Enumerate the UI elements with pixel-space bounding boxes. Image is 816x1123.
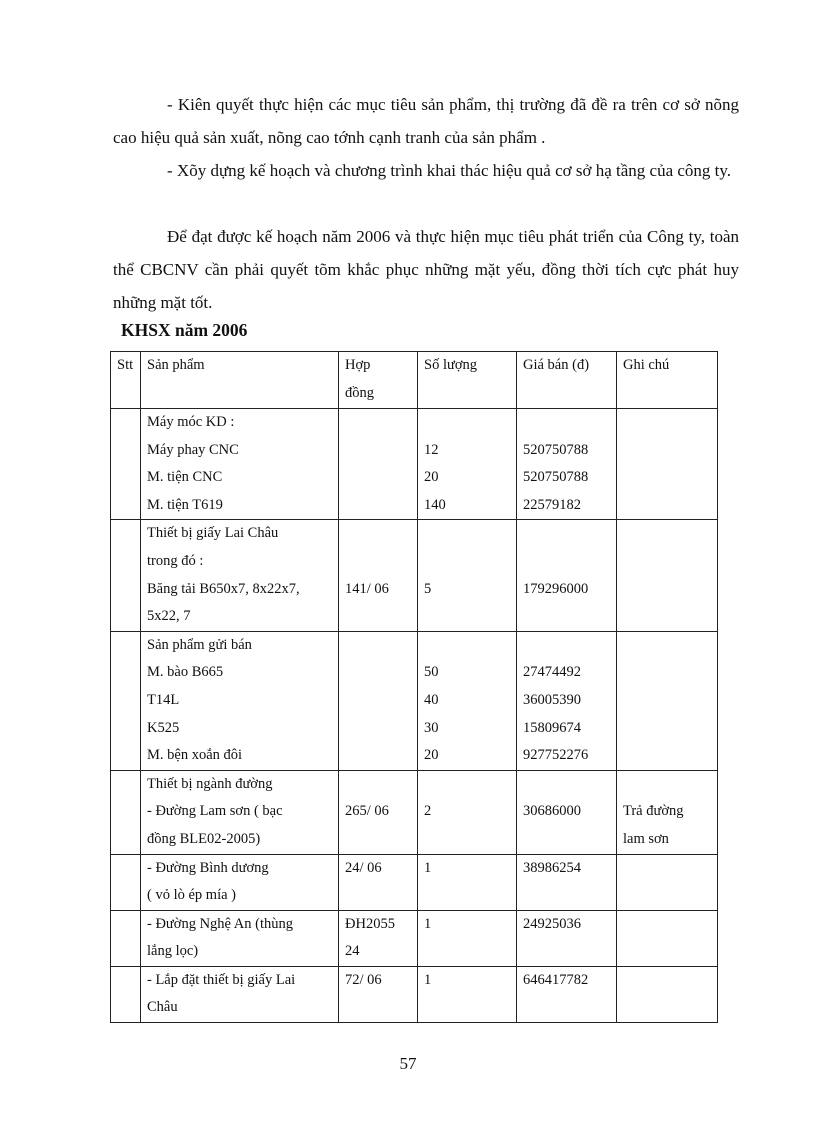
cell-product-line: - Đường Lam sơn ( bạc — [147, 803, 283, 820]
header-contract-line: Hợp — [345, 357, 371, 373]
cell-note-line — [623, 855, 711, 883]
cell-contract-line — [345, 464, 411, 492]
cell-note-line — [623, 882, 711, 910]
cell-price-line: 646417782 — [523, 971, 589, 988]
cell-quantity-line: 2 — [424, 803, 432, 820]
cell-contract-line — [345, 715, 411, 743]
cell-quantity-line: 1 — [424, 859, 432, 876]
cell-stt — [111, 854, 141, 910]
cell-quantity — [418, 770, 517, 854]
cell-contract-line — [345, 994, 411, 1022]
cell-product-line: Máy phay CNC — [147, 441, 239, 458]
cell-contract-line — [345, 632, 411, 660]
cell-product — [141, 966, 339, 1022]
cell-note — [617, 966, 718, 1022]
cell-stt — [111, 770, 141, 854]
cell-stt — [111, 520, 141, 631]
cell-product-line: M. tiện T619 — [147, 496, 223, 513]
cell-product — [141, 854, 339, 910]
cell-product — [141, 409, 339, 520]
cell-product-line: - Đường Nghệ An (thùng — [147, 915, 294, 932]
cell-price-line — [523, 603, 610, 631]
header-contract-line: đồng — [345, 384, 374, 401]
cell-quantity-line: 1 — [424, 915, 432, 932]
cell-quantity-line — [424, 548, 510, 576]
cell-price-line: 24925036 — [523, 915, 581, 932]
cell-quantity-line — [424, 632, 510, 660]
cell-price-line: 927752276 — [523, 747, 589, 764]
cell-product-line: 5x22, 7 — [147, 608, 191, 625]
cell-product-line: K525 — [147, 719, 180, 736]
page-number: 57 — [399, 1054, 417, 1073]
cell-product-line: đồng BLE02-2005) — [147, 830, 261, 847]
cell-contract-line — [345, 437, 411, 465]
cell-contract — [339, 520, 418, 631]
cell-contract — [339, 966, 418, 1022]
cell-quantity-line: 12 — [424, 441, 439, 458]
table-row — [111, 910, 718, 966]
cell-note-line — [623, 548, 711, 576]
table-row — [111, 520, 718, 631]
cell-contract-line: ĐH2055 — [345, 915, 395, 932]
cell-quantity-line: 1 — [424, 971, 432, 988]
cell-price-line: 520750788 — [523, 469, 589, 486]
cell-note — [617, 770, 718, 854]
paragraph-1: - Kiên quyết thực hiện các mục tiêu sản phẩm, thị trường đã đề ra trên cơ sở nõng cao hiệu quả sản xuất, nõng cao tớnh cạnh tranh của sản phẩm . — [113, 95, 739, 147]
cell-quantity-line — [424, 409, 510, 437]
header-stt: Stt — [111, 352, 141, 409]
cell-note — [617, 520, 718, 631]
cell-contract-line — [345, 742, 411, 770]
cell-note-line — [623, 687, 711, 715]
cell-contract-line — [345, 882, 411, 910]
cell-price-line — [523, 632, 610, 660]
cell-note-line — [623, 911, 711, 939]
cell-contract-line — [345, 409, 411, 437]
cell-price-line — [523, 548, 610, 576]
cell-stt — [111, 631, 141, 770]
cell-stt — [111, 910, 141, 966]
cell-contract — [339, 770, 418, 854]
cell-note — [617, 910, 718, 966]
cell-product — [141, 910, 339, 966]
table-row — [111, 409, 718, 520]
cell-product-line: M. bào B665 — [147, 664, 224, 681]
cell-contract-line — [345, 492, 411, 520]
cell-price — [517, 409, 617, 520]
table-row — [111, 854, 718, 910]
production-plan-table — [110, 351, 718, 1023]
cell-contract-line: 72/ 06 — [345, 971, 382, 988]
cell-price — [517, 770, 617, 854]
cell-product-line: lắng lọc) — [147, 943, 199, 960]
cell-quantity-line: 30 — [424, 719, 439, 736]
table-row — [111, 770, 718, 854]
cell-quantity-line: 20 — [424, 469, 439, 486]
cell-price — [517, 910, 617, 966]
cell-product — [141, 520, 339, 631]
cell-contract — [339, 409, 418, 520]
cell-contract-line: 141/ 06 — [345, 580, 389, 597]
cell-quantity-line — [424, 882, 510, 910]
cell-price-line: 38986254 — [523, 859, 581, 876]
header-price: Giá bán (đ) — [517, 352, 617, 409]
cell-note-line — [623, 603, 711, 631]
cell-price-line: 30686000 — [523, 803, 581, 820]
cell-note-line — [623, 771, 711, 799]
cell-product-line: ( vỏ lò ép mía ) — [147, 887, 236, 904]
cell-price-line: 36005390 — [523, 691, 581, 708]
paragraph-3: Để đạt được kế hoạch năm 2006 và thực hiện mục tiêu phát triển của Công ty, toàn thể CBCNV cần phải quyết tõm khắc phục những mặt yếu, đồng thời tích cực phát huy những mặt tốt. — [113, 227, 739, 312]
cell-price-line: 179296000 — [523, 580, 589, 597]
header-contract — [339, 352, 418, 409]
cell-contract-line — [345, 687, 411, 715]
cell-contract-line — [345, 771, 411, 799]
header-quantity: Số lượng — [418, 352, 517, 409]
cell-contract-line — [345, 659, 411, 687]
cell-stt — [111, 409, 141, 520]
cell-product-line: Máy móc KD : — [147, 414, 235, 430]
cell-note-line — [623, 492, 711, 520]
cell-quantity-line: 5 — [424, 580, 432, 597]
cell-price — [517, 966, 617, 1022]
cell-quantity-line: 140 — [424, 496, 446, 513]
cell-product-line: Thiết bị giấy Lai Châu — [147, 525, 279, 542]
paragraph-2: - Xõy dựng kế hoạch và chương trình khai thác hiệu quả cơ sở hạ tầng của công ty. — [167, 161, 732, 180]
cell-quantity-line: 40 — [424, 691, 439, 708]
cell-quantity — [418, 631, 517, 770]
cell-note-line — [623, 576, 711, 604]
cell-product — [141, 631, 339, 770]
cell-contract — [339, 910, 418, 966]
cell-price-line — [523, 520, 610, 548]
cell-price — [517, 631, 617, 770]
cell-price — [517, 854, 617, 910]
cell-note-line — [623, 659, 711, 687]
cell-note-line — [623, 464, 711, 492]
cell-note-line — [623, 632, 711, 660]
cell-quantity — [418, 910, 517, 966]
cell-quantity-line — [424, 994, 510, 1022]
cell-quantity-line: 50 — [424, 664, 439, 681]
cell-quantity — [418, 520, 517, 631]
cell-product-line: - Lắp đặt thiết bị giấy Lai — [147, 971, 296, 988]
cell-note-line — [623, 938, 711, 966]
cell-note-line — [623, 967, 711, 995]
cell-note-line — [623, 437, 711, 465]
cell-note — [617, 409, 718, 520]
cell-quantity — [418, 409, 517, 520]
table-row — [111, 631, 718, 770]
cell-contract-line — [345, 548, 411, 576]
cell-note-line: Trả đường — [623, 803, 684, 820]
cell-product-line: - Đường Bình dương — [147, 859, 269, 876]
cell-contract-line — [345, 603, 411, 631]
cell-stt — [111, 966, 141, 1022]
cell-quantity-line: 20 — [424, 747, 439, 764]
cell-note — [617, 854, 718, 910]
cell-price-line: 15809674 — [523, 719, 581, 736]
cell-note-line: lam sơn — [623, 830, 669, 847]
cell-price-line — [523, 826, 610, 854]
cell-contract-line: 24 — [345, 943, 360, 960]
cell-quantity-line — [424, 771, 510, 799]
table-title: KHSX năm 2006 — [121, 320, 248, 340]
cell-quantity-line — [424, 826, 510, 854]
cell-note-line — [623, 742, 711, 770]
header-product: Sản phẩm — [141, 352, 339, 409]
cell-note-line — [623, 520, 711, 548]
cell-price-line — [523, 409, 610, 437]
cell-product-line: Sản phẩm gửi bán — [147, 636, 252, 653]
cell-note-line — [623, 409, 711, 437]
cell-price-line — [523, 938, 610, 966]
cell-price-line — [523, 994, 610, 1022]
cell-quantity — [418, 854, 517, 910]
cell-contract-line — [345, 520, 411, 548]
cell-price-line: 520750788 — [523, 441, 589, 458]
cell-quantity-line — [424, 938, 510, 966]
cell-price-line — [523, 882, 610, 910]
cell-product-line: Thiết bị ngành đường — [147, 775, 273, 792]
cell-price-line — [523, 771, 610, 799]
cell-contract-line: 24/ 06 — [345, 859, 382, 876]
table-row — [111, 966, 718, 1022]
cell-product — [141, 770, 339, 854]
cell-product-line: Châu — [147, 999, 178, 1016]
header-note: Ghi chú — [617, 352, 718, 409]
table-header-row — [111, 352, 718, 409]
cell-contract-line: 265/ 06 — [345, 803, 389, 820]
cell-product-line: M. tiện CNC — [147, 469, 223, 486]
cell-contract — [339, 854, 418, 910]
cell-quantity-line — [424, 520, 510, 548]
cell-product-line: T14L — [147, 691, 180, 708]
cell-product-line: trong đó : — [147, 552, 204, 569]
cell-product-line: Băng tải B650x7, 8x22x7, — [147, 580, 300, 597]
cell-quantity-line — [424, 603, 510, 631]
cell-price-line: 22579182 — [523, 496, 581, 513]
cell-contract-line — [345, 826, 411, 854]
cell-price-line: 27474492 — [523, 664, 581, 681]
cell-quantity — [418, 966, 517, 1022]
cell-contract — [339, 631, 418, 770]
cell-note-line — [623, 994, 711, 1022]
cell-note-line — [623, 715, 711, 743]
cell-product-line: M. bện xoắn đôi — [147, 747, 243, 764]
cell-note — [617, 631, 718, 770]
cell-price — [517, 520, 617, 631]
